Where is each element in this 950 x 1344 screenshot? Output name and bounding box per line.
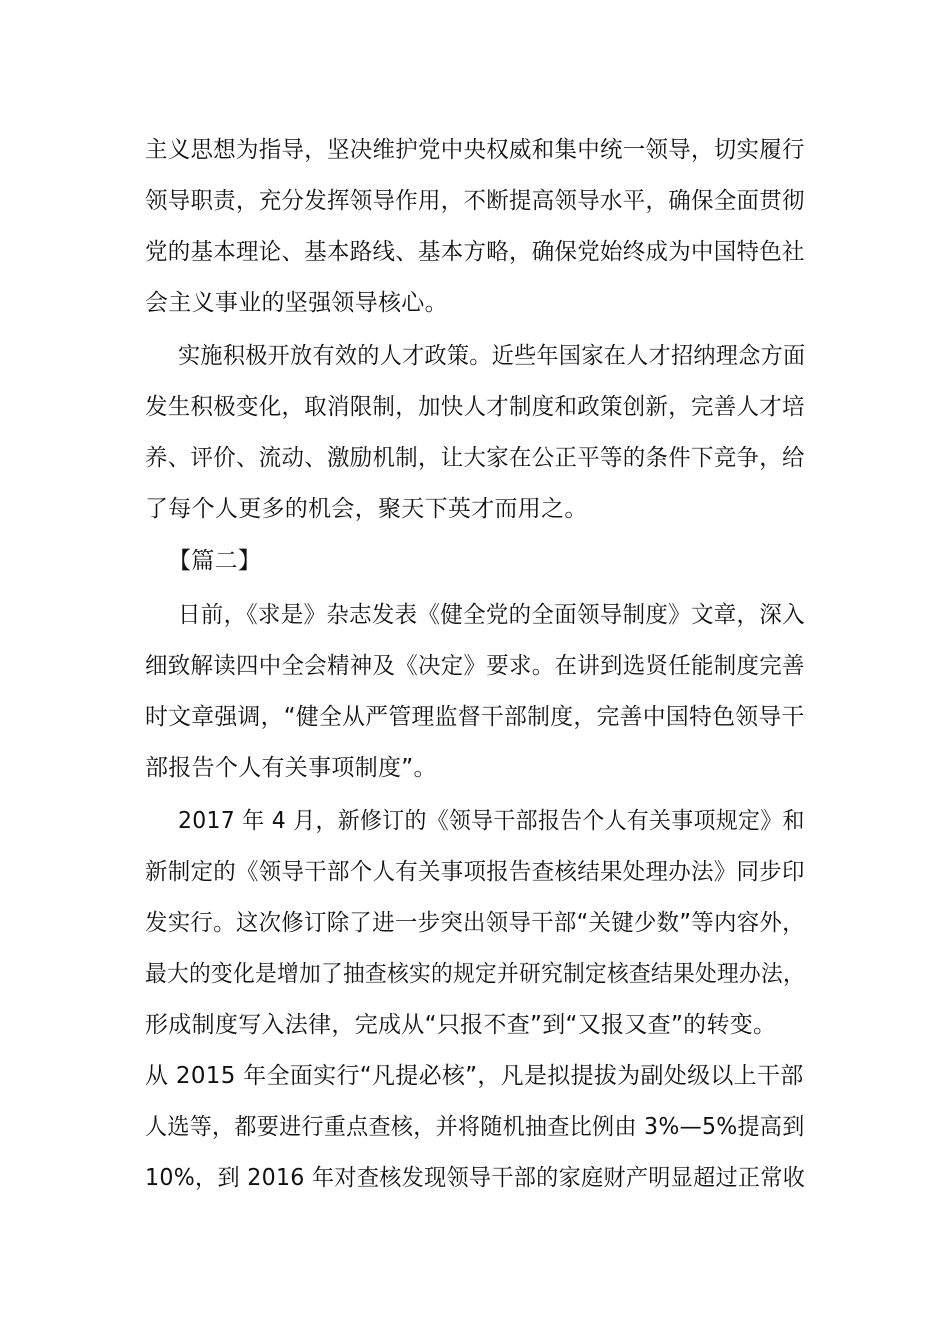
text-line: 10%，到 2016 年对查核发现领导干部的家庭财产明显超过正常收 [145,1165,806,1191]
text-line: 最大的变化是增加了抽查核实的规定并研究制定核查结果处理办法， [145,961,805,987]
section-heading: 【篇二】 [168,548,262,574]
text-line: 会主义事业的坚强领导核心。 [145,290,448,316]
text-line: 人选等，都要进行重点查核，并将随机抽查比例由 3%—5%提高到 [145,1114,805,1140]
text-line: 2017 年 4 月，新修订的《领导干部报告个人有关事项规定》和 [178,808,805,834]
text-line: 形成制度写入法律，完成从“只报不查”到“又报又查”的转变。 [145,1012,777,1038]
text-line: 日前，《求是》杂志发表《健全党的全面领导制度》文章，深入 [178,602,805,628]
text-line: 领导职责，充分发挥领导作用，不断提高领导水平，确保全面贯彻 [145,188,805,214]
text-line: 养、评价、流动、激励机制，让大家在公正平等的条件下竞争，给 [145,445,805,471]
text-line: 主义思想为指导，坚决维护党中央权威和集中统一领导，切实履行 [145,137,805,163]
text-line: 从 2015 年全面实行“凡提必核”，凡是拟提拔为副处级以上干部 [145,1063,804,1089]
text-line: 时文章强调，“健全从严管理监督干部制度，完善中国特色领导干 [145,704,805,730]
text-line: 部报告个人有关事项制度”。 [145,755,437,781]
text-line: 新制定的《领导干部个人有关事项报告查核结果处理办法》同步印 [145,859,805,885]
text-line: 党的基本理论、基本路线、基本方略，确保党始终成为中国特色社 [145,239,805,265]
text-line: 细致解读四中全会精神及《决定》要求。在讲到选贤任能制度完善 [145,653,805,679]
text-line: 了每个人更多的机会，聚天下英才而用之。 [145,496,588,522]
text-line: 发实行。这次修订除了进一步突出领导干部“关键少数”等内容外， [145,910,805,936]
text-line: 实施积极开放有效的人才政策。近些年国家在人才招纳理念方面 [178,343,806,369]
text-line: 发生积极变化，取消限制，加快人才制度和政策创新，完善人才培 [145,394,805,420]
